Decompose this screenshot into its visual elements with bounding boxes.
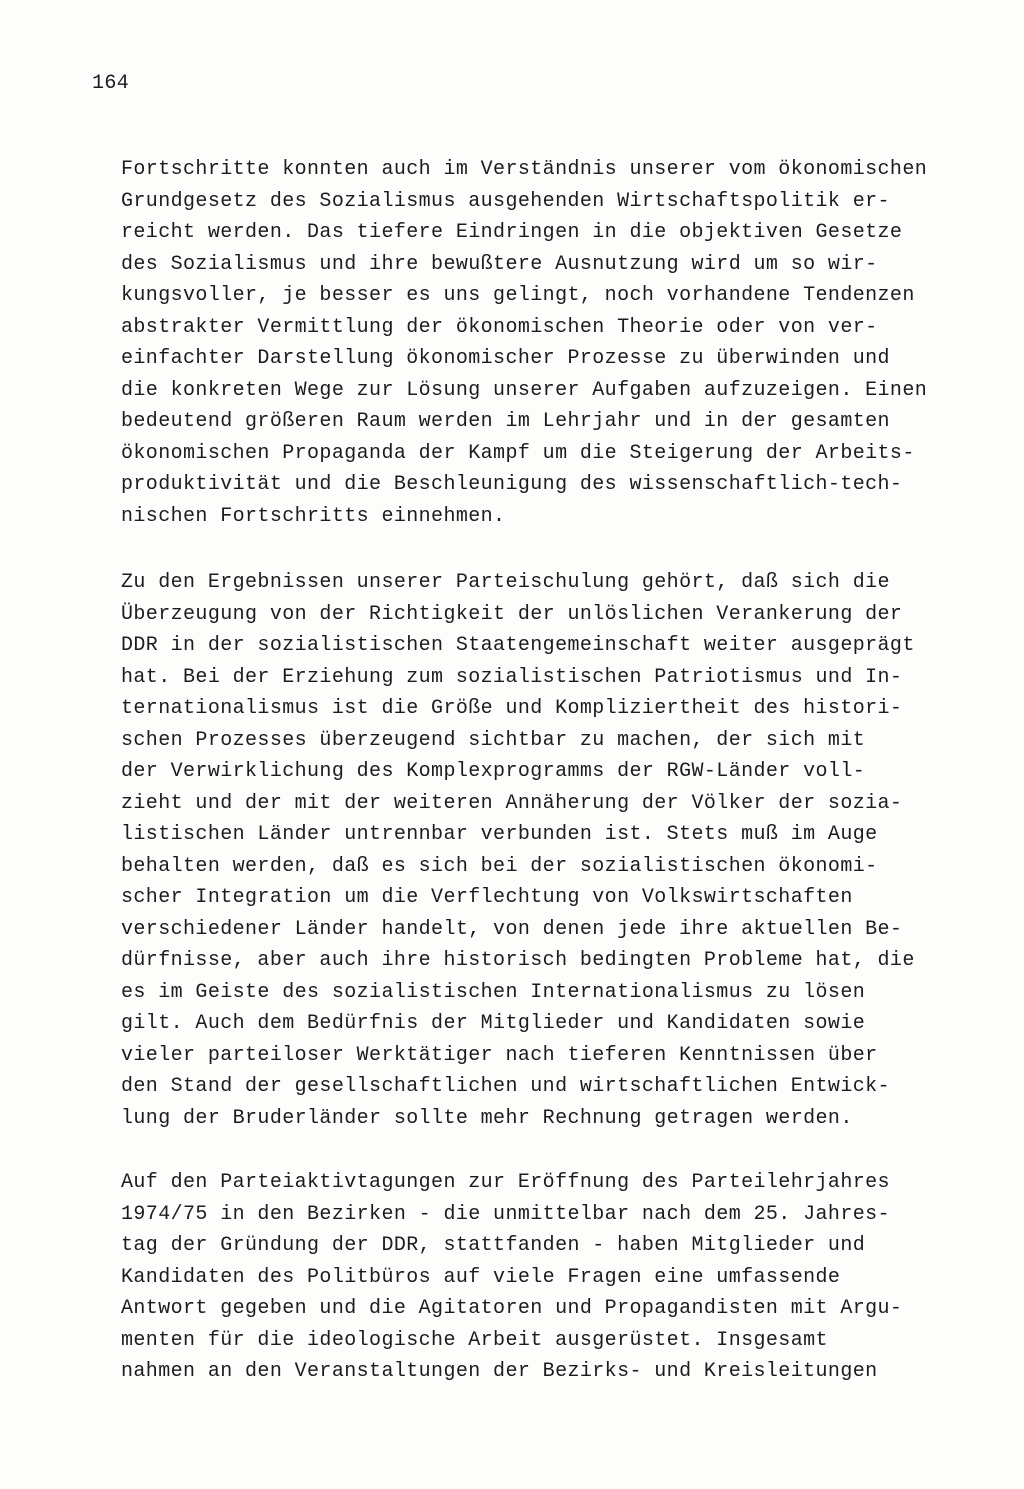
text-line: tag der Gründung der DDR, stattfanden - haben Mitglieder und	[121, 1234, 866, 1257]
text-line: Grundgesetz des Sozialismus ausgehenden Wirtschaftspolitik er-	[121, 189, 890, 213]
text-line: des Sozialismus und ihre bewußtere Ausnutzung wird um so wir-	[121, 252, 878, 276]
paragraph-3	[121, 1167, 981, 1388]
text-line: behalten werden, daß es sich bei der sozialistischen ökonomi-	[121, 854, 878, 878]
paragraph-1	[121, 154, 981, 532]
text-line: reicht werden. Das tiefere Eindringen in die objektiven Gesetze	[121, 221, 903, 244]
page-number: 164	[92, 72, 130, 95]
text-line: lung der Bruderländer sollte mehr Rechnung getragen werden.	[121, 1106, 853, 1130]
text-line: ternationalismus ist die Größe und Kompliziertheit des histori-	[121, 697, 903, 720]
text-line: zieht und der mit der weiteren Annäherung der Völker der sozia-	[121, 791, 903, 815]
text-line: Kandidaten des Politbüros auf viele Fragen eine umfassende	[121, 1265, 841, 1289]
text-line: Überzeugung von der Richtigkeit der unlöslichen Verankerung der	[121, 602, 903, 626]
text-line: schen Prozesses überzeugend sichtbar zu machen, der sich mit	[121, 728, 866, 752]
text-line: es im Geiste des sozialistischen Internationalismus zu lösen	[121, 980, 866, 1004]
text-line: einfachter Darstellung ökonomischer Prozesse zu überwinden und	[121, 347, 890, 370]
text-line: gilt. Auch dem Bedürfnis der Mitglieder und Kandidaten sowie	[121, 1012, 866, 1035]
text-line: bedeutend größeren Raum werden im Lehrjahr und in der gesamten	[121, 410, 890, 433]
text-line: menten für die ideologische Arbeit ausgerüstet. Insgesamt	[121, 1328, 828, 1352]
text-line: Fortschritte konnten auch im Verständnis unserer vom ökonomischen	[121, 158, 928, 181]
text-line: produktivität und die Beschleunigung des wissenschaftlich-tech-	[121, 473, 903, 496]
text-line: Auf den Parteiaktivtagungen zur Eröffnung des Parteilehrjahres	[121, 1171, 890, 1194]
text-line: ökonomischen Propaganda der Kampf um die Steigerung der Arbeits-	[121, 441, 915, 465]
text-line: verschiedener Länder handelt, von denen jede ihre aktuellen Be-	[121, 917, 903, 941]
text-line: vieler parteiloser Werktätiger nach tieferen Kenntnissen über	[121, 1043, 878, 1067]
paragraph-2	[121, 567, 981, 1134]
text-line: Antwort gegeben und die Agitatoren und Propagandisten mit Argu-	[121, 1297, 903, 1320]
text-line: nahmen an den Veranstaltungen der Bezirks- und Kreisleitungen	[121, 1360, 878, 1383]
text-line: nischen Fortschritts einnehmen.	[121, 504, 506, 528]
text-line: 1974/75 in den Bezirken - die unmittelbar nach dem 25. Jahres-	[121, 1202, 890, 1226]
text-line: kungsvoller, je besser es uns gelingt, noch vorhandene Tendenzen	[121, 284, 915, 307]
text-line: scher Integration um die Verflechtung von Volkswirtschaften	[121, 886, 853, 909]
text-line: abstrakter Vermittlung der ökonomischen Theorie oder von ver-	[121, 315, 878, 339]
text-line: DDR in der sozialistischen Staatengemeinschaft weiter ausgeprägt	[121, 634, 915, 657]
text-line: der Verwirklichung des Komplexprogramms der RGW-Länder voll-	[121, 760, 866, 783]
text-line: Zu den Ergebnissen unserer Parteischulung gehört, daß sich die	[121, 571, 890, 594]
text-line: listischen Länder untrennbar verbunden ist. Stets muß im Auge	[121, 823, 878, 846]
text-line: den Stand der gesellschaftlichen und wirtschaftlichen Entwick-	[121, 1075, 890, 1098]
text-line: die konkreten Wege zur Lösung unserer Aufgaben aufzuzeigen. Einen	[121, 378, 928, 402]
text-line: dürfnisse, aber auch ihre historisch bedingten Probleme hat, die	[121, 949, 915, 972]
text-line: hat. Bei der Erziehung zum sozialistischen Patriotismus und In-	[121, 665, 903, 689]
